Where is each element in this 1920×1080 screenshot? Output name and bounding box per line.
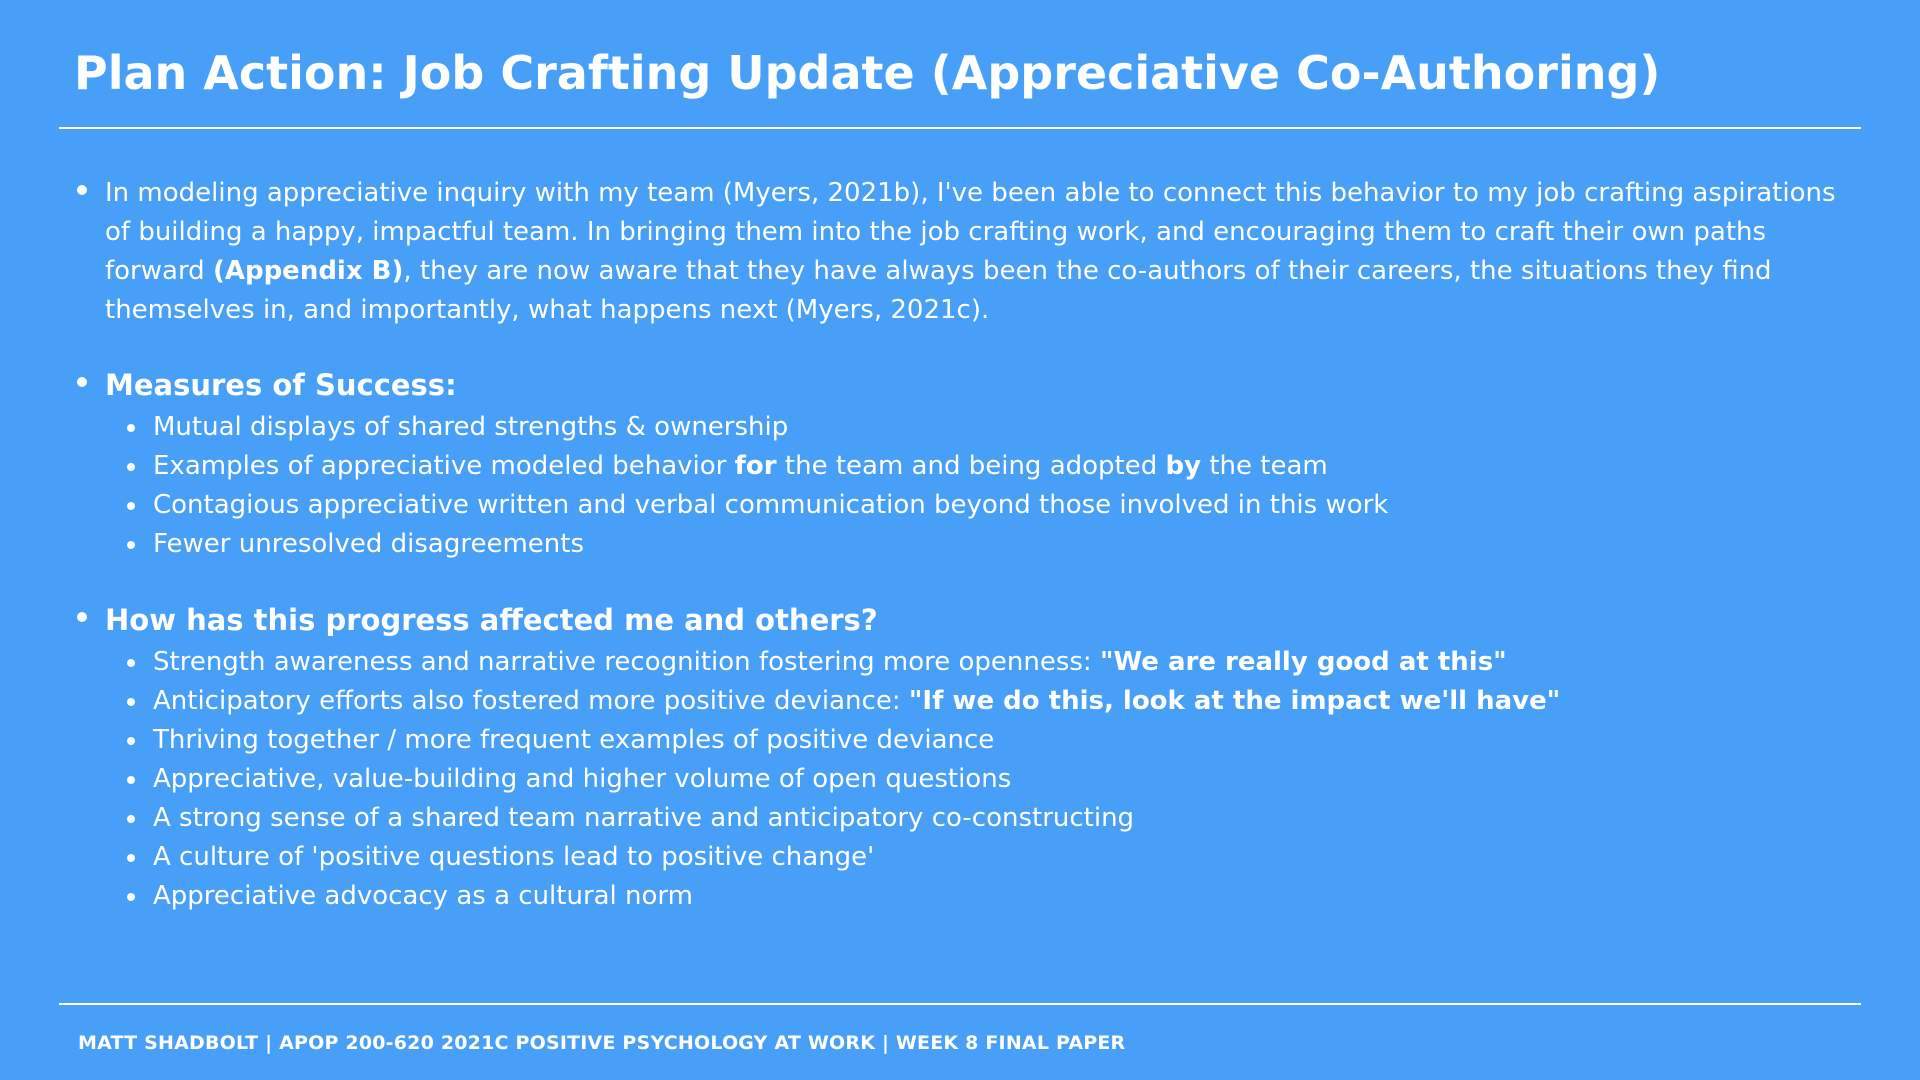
slide-footer: MATT SHADBOLT | APOP 200-620 2021C POSITIVE PSYCHOLOGY AT WORK | WEEK 8 FINAL PAPER	[78, 1032, 1126, 1054]
list-item: A culture of 'positive questions lead to positive change'	[124, 838, 1864, 877]
appendix-reference: (Appendix B)	[212, 256, 404, 286]
impact-heading: How has this progress affected me and others?	[74, 600, 1864, 640]
list-item: Fewer unresolved disagreements	[124, 525, 1864, 564]
measures-list	[74, 408, 1864, 564]
list-item: Anticipatory efforts also fostered more positive deviance: "If we do this, look at the impact we'll have"	[124, 682, 1864, 721]
list-item: Contagious appreciative written and verbal communication beyond those involved in this work	[124, 486, 1864, 525]
list-item: Appreciative, value-building and higher volume of open questions	[124, 760, 1864, 799]
list-item: Appreciative advocacy as a cultural norm	[124, 877, 1864, 916]
list-item: Thriving together / more frequent examples of positive deviance	[124, 721, 1864, 760]
intro-paragraph	[74, 174, 1864, 330]
intro-text-2: , they are now aware that they have always been the co-authors of their careers, the situations they find themselves in, and importantly, what happens next (Myers, 2021c).	[105, 256, 1772, 325]
impact-section	[74, 600, 1864, 916]
slide-body	[74, 174, 1864, 916]
intro-text-1: In modeling appreciative inquiry with my team (Myers, 2021b), I've been able to connect this behavior to my job crafting aspirations of building a happy, impactful team. In bringing them into the job crafting work, and encouraging them to craft their own paths forward	[105, 178, 1836, 286]
title-divider	[59, 127, 1861, 129]
quote: "We are really good at this"	[1099, 647, 1507, 677]
impact-list	[74, 643, 1864, 916]
slide-title: Plan Action: Job Crafting Update (Appreciative Co-Authoring)	[74, 46, 1661, 100]
quote: "If we do this, look at the impact we'll have"	[908, 686, 1561, 716]
list-item: Mutual displays of shared strengths & ownership	[124, 408, 1864, 447]
measures-section	[74, 365, 1864, 564]
list-item: Strength awareness and narrative recognition fostering more openness: "We are really good at this"	[124, 643, 1864, 682]
footer-divider	[59, 1003, 1861, 1005]
list-item: Examples of appreciative modeled behavior for the team and being adopted by the team	[124, 447, 1864, 486]
measures-heading: Measures of Success:	[74, 365, 1864, 405]
list-item: A strong sense of a shared team narrative and anticipatory co-constructing	[124, 799, 1864, 838]
